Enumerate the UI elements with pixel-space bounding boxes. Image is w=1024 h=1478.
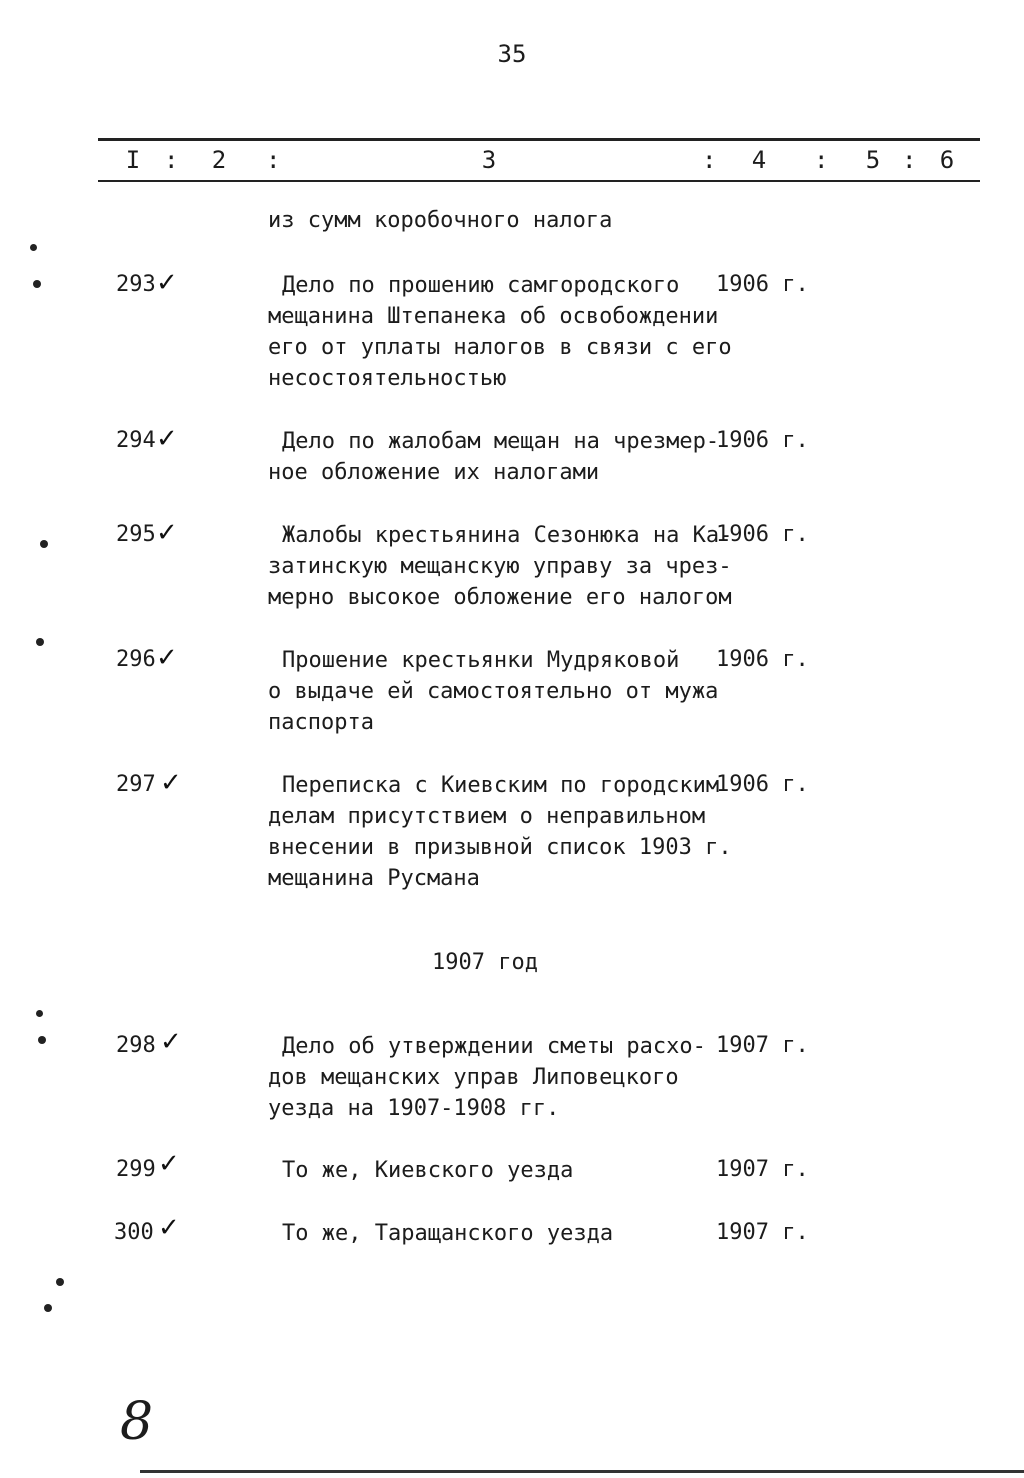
entry-year: 1907 г. [716, 1157, 809, 1182]
continuation-text: из сумм коробочного налога [268, 208, 613, 233]
entry-text-line: мещанина Штепанека об освобождении [268, 304, 719, 329]
col-separator: : [814, 146, 829, 174]
entry-text-line: Дело по прошению самгородского [282, 273, 680, 298]
handwritten-note: 8 [120, 1392, 154, 1452]
entry-year: 1906 г. [716, 428, 809, 453]
col-separator: : [902, 146, 917, 174]
checkmark-icon: ✓ [156, 268, 178, 298]
checkmark-icon: ✓ [156, 424, 178, 454]
col-header-2: 2 [211, 146, 227, 174]
entry-number: 299 [116, 1157, 156, 1182]
punch-mark [33, 280, 41, 288]
punch-mark [36, 1010, 43, 1017]
entry-number: 300 [114, 1220, 154, 1245]
punch-mark [40, 540, 48, 548]
entry-text-line: несостоятельностью [268, 366, 507, 391]
col-header-4: 4 [751, 146, 767, 174]
entry-text-line: Дело об утверждении сметы расхо- [282, 1034, 706, 1059]
entry-text-line: дов мещанских управ Липовецкого [268, 1065, 679, 1090]
punch-mark [30, 244, 37, 251]
entry-year: 1907 г. [716, 1220, 809, 1245]
entry-number: 294 [116, 428, 156, 453]
col-header-5: 5 [865, 146, 881, 174]
page-bottom-edge [140, 1470, 1024, 1473]
entry-year: 1907 г. [716, 1033, 809, 1058]
entry-text-line: мерно высокое обложение его налогом [268, 585, 732, 610]
header-rule-top [98, 138, 980, 141]
entry-text-line: затинскую мещанскую управу за чрез- [268, 554, 732, 579]
checkmark-icon: ✓ [156, 518, 178, 548]
entry-text-line: его от уплаты налогов в связи с его [268, 335, 732, 360]
col-separator: : [702, 146, 717, 174]
entry-number: 293 [116, 272, 156, 297]
year-heading: 1907 год [432, 950, 538, 975]
checkmark-icon: ✓ [160, 768, 182, 798]
entry-year: 1906 г. [716, 522, 809, 547]
entry-text-line: Переписка с Киевским по городским [282, 773, 720, 798]
col-separator: : [164, 146, 179, 174]
entry-text-line: То же, Таращанского уезда [282, 1221, 614, 1246]
page-number: 35 [497, 40, 527, 68]
entry-number: 298 [116, 1033, 156, 1058]
entry-text-line: паспорта [268, 710, 374, 735]
entry-text-line: о выдаче ей самостоятельно от мужа [268, 679, 719, 704]
entry-number: 295 [116, 522, 156, 547]
punch-mark [36, 638, 44, 646]
entry-text-line: Прошение крестьянки Мудряковой [282, 648, 680, 673]
checkmark-icon: ✓ [158, 1213, 180, 1243]
entry-year: 1906 г. [716, 647, 809, 672]
entry-text-line: мещанина Русмана [268, 866, 480, 891]
entry-text-line: То же, Киевского уезда [282, 1158, 574, 1183]
col-header-3: 3 [481, 146, 497, 174]
entry-text-line: делам присутствием о неправильном [268, 804, 706, 829]
col-header-1: I [125, 146, 141, 174]
entry-text-line: ное обложение их налогами [268, 460, 600, 485]
entry-text-line: внесении в призывной список 1903 г. [268, 835, 732, 860]
entry-year: 1906 г. [716, 272, 809, 297]
punch-mark [44, 1304, 52, 1312]
col-separator: : [266, 146, 281, 174]
punch-mark [56, 1278, 64, 1286]
punch-mark [38, 1036, 46, 1044]
header-rule-bottom [98, 180, 980, 182]
entry-text-line: Жалобы крестьянина Сезонюка на Ка- [282, 523, 733, 548]
entry-number: 297 [116, 772, 156, 797]
entry-year: 1906 г. [716, 772, 809, 797]
entry-text-line: Дело по жалобам мещан на чрезмер- [282, 429, 720, 454]
entry-number: 296 [116, 647, 156, 672]
checkmark-icon: ✓ [158, 1149, 180, 1179]
col-header-6: 6 [939, 146, 955, 174]
checkmark-icon: ✓ [156, 643, 178, 673]
entry-text-line: уезда на 1907-1908 гг. [268, 1096, 560, 1121]
checkmark-icon: ✓ [160, 1027, 182, 1057]
